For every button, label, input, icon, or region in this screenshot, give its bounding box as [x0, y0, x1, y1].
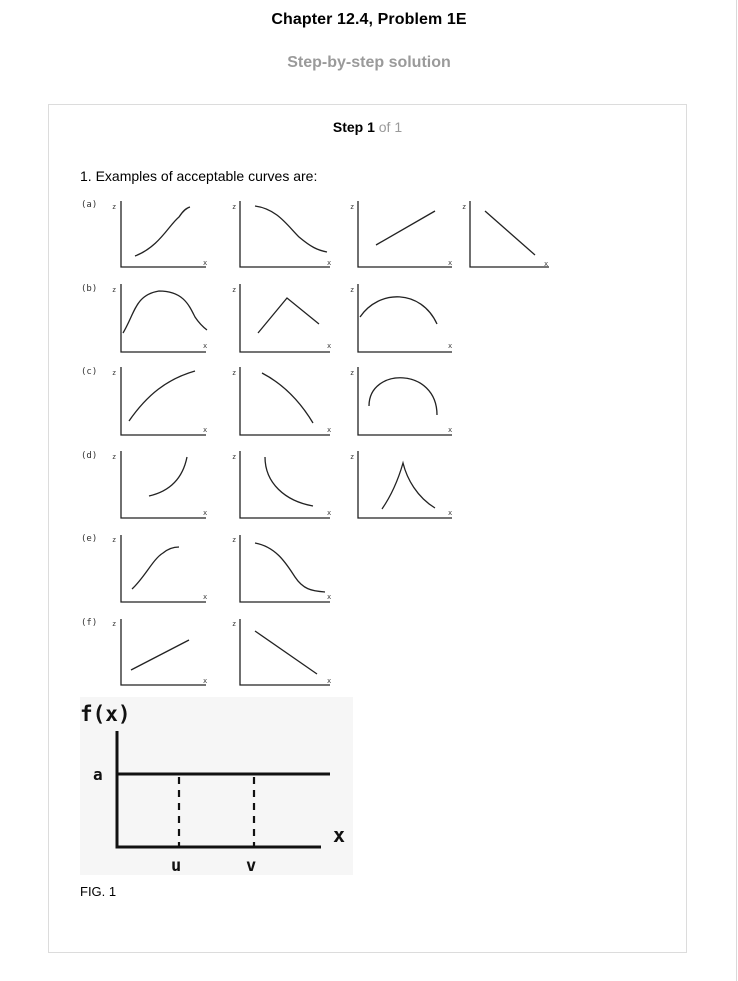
step-label: Step 1 [332, 119, 375, 135]
fig1-x-label: x [333, 823, 346, 847]
svg-text:x: x [203, 342, 208, 350]
graph-c3 [350, 367, 452, 435]
svg-text:z: z [112, 286, 117, 294]
svg-text:x: x [327, 509, 332, 517]
graph-a4 [462, 201, 549, 268]
solution-card [48, 104, 687, 953]
svg-text:x: x [203, 509, 208, 517]
row-label-d: (d) [81, 451, 98, 461]
svg-text:x: x [327, 426, 332, 434]
graph-e2 [232, 535, 331, 602]
graph-a3 [350, 201, 452, 267]
svg-text:x: x [203, 259, 208, 267]
svg-text:x: x [544, 260, 549, 268]
svg-text:x: x [203, 426, 208, 434]
fig1-caption: FIG. 1 [80, 884, 117, 899]
fig1-u-label: u [171, 856, 182, 876]
row-label-c: (c) [81, 367, 98, 377]
fig1-a-label: a [93, 765, 103, 784]
svg-text:x: x [448, 342, 453, 350]
svg-text:z: z [350, 203, 355, 211]
svg-text:x: x [327, 259, 332, 267]
svg-text:z: z [112, 203, 117, 211]
svg-text:x: x [327, 677, 332, 685]
graph-f1 [112, 619, 207, 685]
svg-text:x: x [327, 342, 332, 350]
svg-text:z: z [232, 453, 237, 461]
svg-text:z: z [350, 286, 355, 294]
row-label-f: (f) [81, 618, 98, 628]
svg-text:z: z [232, 620, 237, 628]
svg-text:x: x [448, 259, 453, 267]
graph-f2 [232, 619, 331, 685]
page-right-rule [736, 0, 737, 981]
graph-b3 [350, 284, 452, 352]
graph-d2 [232, 451, 331, 518]
svg-text:z: z [350, 453, 355, 461]
svg-text:z: z [232, 369, 237, 377]
graph-d3 [350, 451, 452, 518]
fig1-graph [80, 697, 353, 876]
graph-c1 [112, 367, 207, 435]
svg-text:z: z [112, 536, 117, 544]
fig1-y-label: f(x) [80, 702, 131, 726]
graph-a1 [112, 201, 207, 267]
svg-text:z: z [112, 453, 117, 461]
svg-text:z: z [350, 369, 355, 377]
row-label-a: (a) [81, 200, 98, 210]
page-subtitle: Step-by-step solution [287, 54, 451, 71]
row-label-b: (b) [81, 284, 98, 294]
svg-text:z: z [232, 286, 237, 294]
page-title: Chapter 12.4, Problem 1E [271, 11, 467, 28]
svg-text:z: z [112, 620, 117, 628]
svg-text:z: z [112, 369, 117, 377]
graph-a2 [232, 201, 331, 267]
step-of: of 1 [378, 119, 403, 135]
intro-text: 1. Examples of acceptable curves are: [80, 168, 318, 184]
graph-b2 [232, 284, 331, 352]
svg-text:x: x [203, 677, 208, 685]
svg-text:z: z [462, 203, 467, 211]
graph-e1 [112, 535, 207, 602]
fig1-v-label: v [246, 856, 257, 876]
curve-examples-figure [49, 105, 688, 954]
svg-text:z: z [232, 536, 237, 544]
graph-c2 [232, 367, 331, 435]
graph-d1 [112, 451, 207, 518]
svg-text:x: x [448, 426, 453, 434]
svg-text:z: z [232, 203, 237, 211]
svg-text:x: x [203, 593, 208, 601]
svg-text:x: x [448, 509, 453, 517]
graph-b1 [112, 284, 207, 352]
row-label-e: (e) [81, 534, 98, 544]
svg-text:x: x [327, 593, 332, 601]
